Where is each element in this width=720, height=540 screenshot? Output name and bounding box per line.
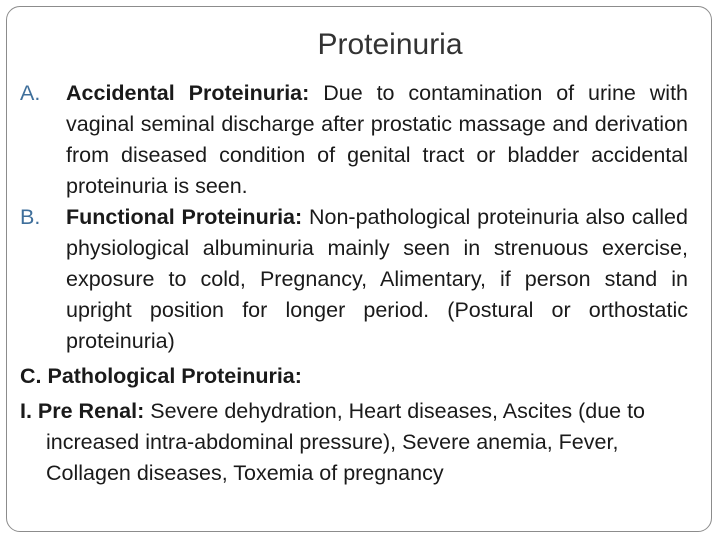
list-item-b — [20, 202, 688, 357]
list-body-a — [66, 78, 688, 202]
list-marker-b: B. — [20, 205, 41, 229]
heading-functional: Functional Proteinuria: — [66, 205, 303, 229]
heading-pre-renal: I. Pre Renal: — [20, 399, 145, 423]
list-item-a — [20, 78, 688, 202]
list-marker-a: A. — [20, 81, 41, 105]
heading-accidental: Accidental Proteinuria: — [66, 81, 310, 105]
text-accidental: Due to contamination of urine with vaginal seminal discharge after prostatic massage and derivation from diseased condition of genital tract or bladder accidental proteinuria is seen. — [66, 81, 689, 198]
list-body-b — [66, 202, 688, 357]
slide-title: Proteinuria — [317, 28, 463, 61]
heading-pathological: C. Pathological Proteinuria: — [20, 364, 302, 388]
text-functional: Non-pathological proteinuria also called physiological albuminuria mainly seen in strenuous exercise, exposure to cold, Pregnancy, Alimentary, if person stand in upright position for longer period. (Postural or orthostatic proteinuria) — [66, 205, 688, 353]
pre-renal-paragraph — [20, 396, 688, 489]
slide-content — [20, 78, 688, 489]
text-pre-renal: Severe dehydration, Heart diseases, Ascites (due to increased intra-abdominal pressure), Severe anemia, Fever, Collagen diseases, Toxemia of pregnancy — [46, 399, 646, 485]
